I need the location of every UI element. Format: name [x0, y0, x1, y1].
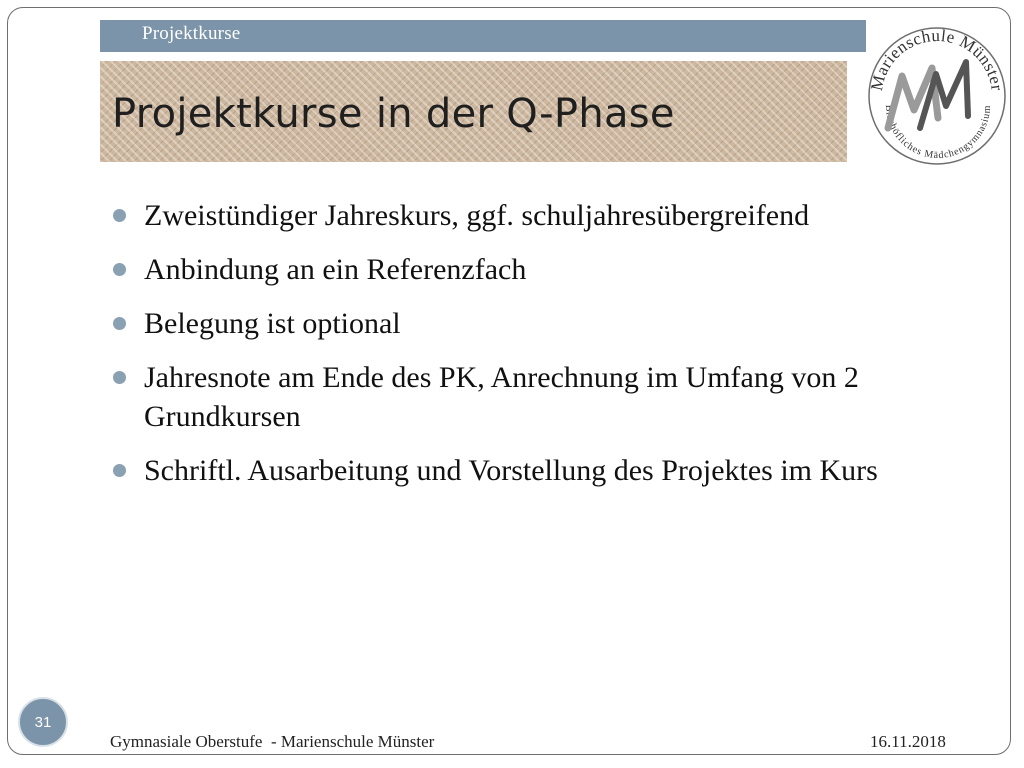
bullet-text: Anbindung an ein Referenzfach: [144, 253, 527, 286]
logo-top-text: Marienschule Münster: [867, 25, 1007, 93]
bullet-text: Zweistündiger Jahreskurs, ggf. schuljahresübergreifend: [144, 199, 810, 232]
page-number-badge: [18, 697, 68, 747]
bullet-item: [110, 196, 970, 235]
bullet-icon: [113, 464, 126, 477]
bullet-item: [110, 250, 970, 289]
bullet-text: Schriftl. Ausarbeitung und Vorstellung des Projektes im Kurs: [144, 454, 878, 487]
school-logo-seal: [862, 18, 1012, 174]
bullet-icon: [113, 317, 126, 330]
bullet-icon: [113, 209, 126, 222]
slide-title: Projektkurse in der Q-Phase: [112, 91, 675, 137]
bullet-item: [110, 451, 970, 490]
bullet-icon: [113, 371, 126, 384]
logo-bottom-text: Bischöfliches Mädchengymnasium: [882, 104, 994, 162]
footer-date: 16.11.2018: [870, 732, 946, 751]
bullet-text: Belegung ist optional: [144, 307, 401, 340]
bullet-list: [110, 196, 970, 505]
section-label: Projektkurse: [142, 23, 241, 44]
bullet-icon: [113, 263, 126, 276]
bullet-item: [110, 358, 970, 436]
bullet-item: [110, 304, 970, 343]
page-number: 31: [34, 713, 52, 731]
bullet-text: Jahresnote am Ende des PK, Anrechnung im Umfang von 2 Grundkursen: [144, 361, 859, 433]
header-bar: [100, 20, 866, 52]
footer-text: Gymnasiale Oberstufe - Marienschule Münster: [110, 732, 435, 751]
title-band: [100, 61, 847, 162]
